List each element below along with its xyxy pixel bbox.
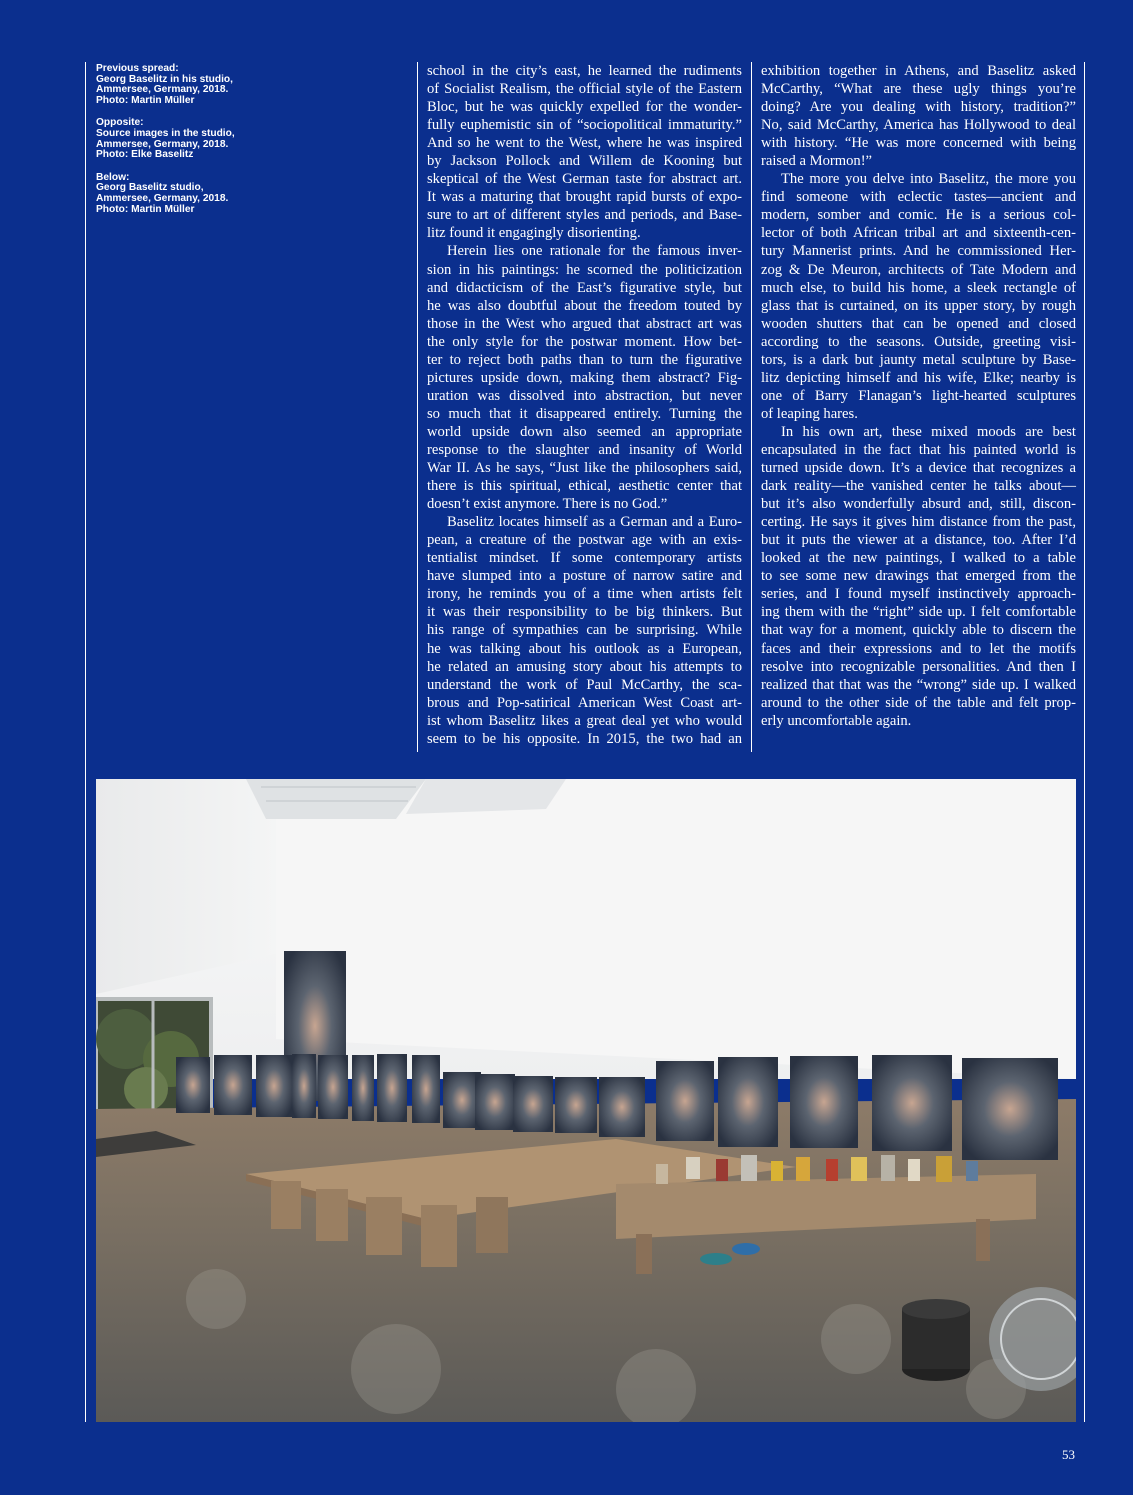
article-text-line: around to the other side of the table and felt prop- xyxy=(761,694,1076,711)
article-column-middle xyxy=(427,62,742,748)
article-text-line: McCarthy, “What are these ugly things you’re xyxy=(761,81,1076,98)
article-text-line: the only style for the postwar moment. How bet- xyxy=(427,333,742,350)
article-text-line: And so he went to the West, where he was inspired xyxy=(427,135,742,152)
article-text-line: understand the work of Paul McCarthy, the sca- xyxy=(427,676,742,693)
article-text-line: lector of both African tribal art and sixteenth-cen- xyxy=(761,225,1076,242)
article-text-line: litz found it engagingly disorienting. xyxy=(427,225,641,242)
article-text-line: world upside down also seemed an appropriate xyxy=(427,423,742,440)
article-text-line: tury Mannerist prints. And he commissioned Her- xyxy=(761,243,1076,260)
photo-caption xyxy=(96,173,266,215)
article-text-line: tors, is a dark but jaunty metal sculpture by Base- xyxy=(761,351,1076,368)
caption-line: Source images in the studio, xyxy=(96,127,235,139)
article-text-line: uration was dissolved into abstraction, but never xyxy=(427,387,742,404)
caption-line: Georg Baselitz studio, xyxy=(96,182,204,194)
article-text-line: to see some new drawings that emerged from the xyxy=(761,568,1076,585)
article-column-right xyxy=(761,62,1076,730)
article-text-line: Herein lies one rationale for the famous inver- xyxy=(447,243,742,260)
article-text-line: of leaping hares. xyxy=(761,405,858,422)
caption-line: Opposite: xyxy=(96,117,144,129)
article-text-line: he was also doubtful about the freedom touted by xyxy=(427,297,742,314)
caption-line: Ammersee, Germany, 2018. xyxy=(96,192,229,204)
article-text-line: exhibition together in Athens, and Baselitz asked xyxy=(761,63,1076,79)
article-text-line: doesn’t exist anymore. There is no God.” xyxy=(427,496,668,513)
article-text-line: but it puts the viewer at a distance, too. After I’d xyxy=(761,532,1076,549)
article-text-line: No, said McCarthy, America has Hollywood to deal xyxy=(761,117,1076,134)
column-rule-middle xyxy=(417,62,418,752)
article-text-line: litz depicting himself and his wife, Elke; nearby is xyxy=(761,369,1076,386)
article-text-line: seem to be his opposite. In 2015, the two had an xyxy=(427,730,742,747)
article-text-line: he related an amusing story about his attempts to xyxy=(427,658,742,675)
article-text-line: tentialist mindset. If some contemporary artists xyxy=(427,550,742,567)
article-text-line: have slumped into a posture of narrow satire and xyxy=(427,568,742,585)
article-text-line: one of Barry Flanagan’s light-hearted sculptures xyxy=(761,387,1076,404)
article-text-line: War II. As he says, “Just like the philosophers said, xyxy=(427,460,742,477)
article-text-line: according to the seasons. Outside, greeting visi- xyxy=(761,333,1076,350)
article-text-line: raised a Mormon!” xyxy=(761,153,873,170)
article-text-line: with history. “He was more concerned with being xyxy=(761,135,1076,152)
caption-block xyxy=(96,64,266,227)
article-text-line: school in the city’s east, he learned the rudiments xyxy=(427,63,742,79)
article-text-line: encapsulated in the fact that his painted world is xyxy=(761,441,1076,458)
caption-line: Photo: Martin Müller xyxy=(96,203,195,215)
article-text-line: In his own art, these mixed moods are best xyxy=(781,423,1076,440)
article-text-line: by Jackson Pollock and Willem de Kooning but xyxy=(427,153,742,170)
article-text-line: faces and their expressions and to let the motifs xyxy=(761,640,1076,657)
article-text-line: and didacticism of the East’s figurative style, but xyxy=(427,279,742,296)
article-text-line: response to the slaughter and insanity of World xyxy=(427,441,742,458)
article-text-line: sion in his paintings: he scorned the politicization xyxy=(427,261,742,278)
article-text-line: modern, somber and comic. He is a serious col- xyxy=(761,207,1076,224)
article-text-line: he was talking about his outlook as a European, xyxy=(427,640,742,657)
article-text-line: ist whom Baselitz likes a great deal yet who would xyxy=(427,712,742,729)
article-text-line: glass that is curtained, on its upper story, by rough xyxy=(761,297,1076,314)
article-text-line: ter to reject both paths than to turn the figurative xyxy=(427,351,742,368)
caption-line: Ammersee, Germany, 2018. xyxy=(96,84,229,96)
article-text-line: much else, to build his home, a sleek rectangle of xyxy=(761,279,1076,296)
column-rule-far-right xyxy=(1084,62,1085,1422)
article-text-line: brous and Pop-satirical American West Coast art- xyxy=(427,694,742,711)
article-text-line: sure to art of different styles and periods, and Base- xyxy=(427,207,742,224)
article-text-line: that way for a moment, quickly able to discern the xyxy=(761,622,1076,639)
article-text-line: erly uncomfortable again. xyxy=(761,712,912,729)
column-rule-left xyxy=(85,62,86,1422)
article-text-line: doing? Are you dealing with history, tradition?” xyxy=(761,99,1076,116)
caption-line: Georg Baselitz in his studio, xyxy=(96,73,233,85)
studio-photo xyxy=(96,779,1076,1422)
article-text-line: turned upside down. It’s a device that recognizes a xyxy=(761,460,1076,477)
caption-line: Below: xyxy=(96,171,130,183)
article-text-line: skeptical of the West German taste for abstract art. xyxy=(427,171,742,188)
article-text-line: series, and I found myself instinctively approach- xyxy=(761,586,1076,603)
article-text-line: of Socialist Realism, the official style of the Eastern xyxy=(427,81,742,98)
article-text-line: wooden shutters that can be opened and closed xyxy=(761,315,1076,332)
article-text-line: resolve into recognizable personalities. And then I xyxy=(761,658,1076,675)
article-text-line: pictures upside down, making them abstract? Fig- xyxy=(427,369,742,386)
photo-caption xyxy=(96,118,266,160)
article-text-line: zog & De Meuron, architects of Tate Modern and xyxy=(761,261,1076,278)
caption-line: Photo: Elke Baselitz xyxy=(96,149,194,161)
article-text-line: there is this spiritual, ethical, aesthetic center that xyxy=(427,478,742,495)
article-text-line: fully euphemistic sin of “sociopolitical immaturity.” xyxy=(427,117,742,134)
article-text-line: It was a maturing that brought rapid bursts of expo- xyxy=(427,189,742,206)
article-text-line: dark reality—the vanished center he talks about— xyxy=(761,478,1076,495)
article-text-line: Bloc, but he was quickly expelled for the wonder- xyxy=(427,99,742,116)
page-number: 53 xyxy=(1062,1447,1075,1462)
article-text-line: irony, he reminds you of a time when artists felt xyxy=(427,586,742,603)
caption-line: Photo: Martin Müller xyxy=(96,94,195,106)
article-text-line: ing them with the “right” side up. I felt comfortable xyxy=(761,604,1076,621)
article-text-line: pean, a creature of the postwar age with an exis- xyxy=(427,532,742,549)
article-text-line: so much that it disappeared entirely. Turning the xyxy=(427,405,742,422)
article-text-line: find someone with eclectic tastes—ancient and xyxy=(761,189,1076,206)
caption-line: Ammersee, Germany, 2018. xyxy=(96,138,229,150)
article-text-line: his range of sympathies can be surprising. While xyxy=(427,622,742,639)
article-text-line: looked at the new paintings, I walked to a table xyxy=(761,550,1076,567)
article-text-line: The more you delve into Baselitz, the more you xyxy=(781,171,1076,188)
column-rule-right xyxy=(751,62,752,752)
article-text-line: it was their responsibility to be big thinkers. But xyxy=(427,604,742,621)
caption-line: Previous spread: xyxy=(96,63,179,74)
article-text-line: realized that that was the “wrong” side up. I walked xyxy=(761,676,1076,693)
article-text-line: those in the West who argued that abstract art was xyxy=(427,315,742,332)
article-text-line: certing. He says it gives him distance from the past, xyxy=(761,514,1076,531)
article-text-line: but it’s also wonderfully absurd and, still, discon- xyxy=(761,496,1076,513)
photo-caption xyxy=(96,64,266,106)
article-text-line: Baselitz locates himself as a German and a Euro- xyxy=(447,514,742,531)
